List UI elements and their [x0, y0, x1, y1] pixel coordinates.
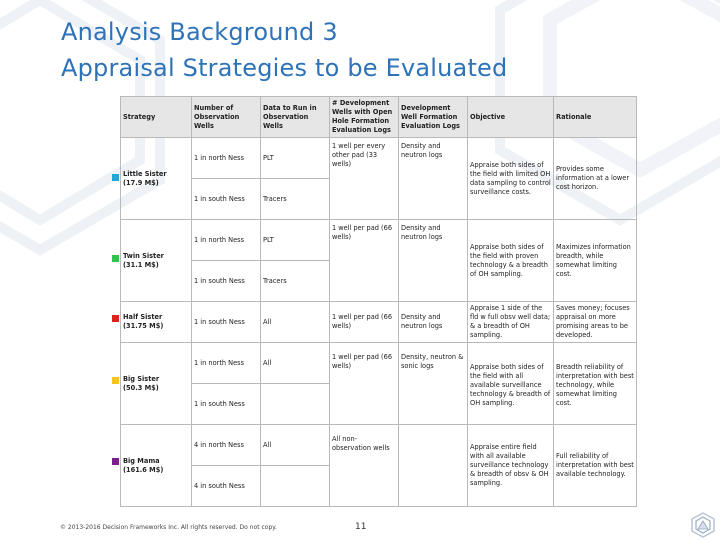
dev-wells-cell: 1 well per pad (66 wells) — [330, 302, 399, 343]
copyright-footer: © 2013-2016 Decision Frameworks Inc. All rights reserved. Do not copy. — [60, 524, 277, 531]
strategy-name: Big Mama — [123, 456, 160, 465]
objective-cell: Appraise entire field with all available surveillance technology & breadth of obsv & OH sampling. — [468, 425, 554, 507]
obs-wells-cell: 4 in south Ness — [192, 466, 261, 507]
table-row — [121, 302, 637, 343]
strategy-cost: (31.1 M$) — [123, 260, 159, 269]
strategy-table — [120, 96, 637, 507]
strategy-cell — [121, 138, 192, 220]
dev-wells-cell: 1 well per pad (66 wells) — [330, 220, 399, 302]
strategy-cost: (161.6 M$) — [123, 465, 164, 474]
obs-wells-cell: 4 in north Ness — [192, 425, 261, 466]
objective-cell: Appraise both sides of the field with all available surveillance technology & breadth of OH sampling. — [468, 343, 554, 425]
swatch-big-mama — [112, 458, 119, 465]
header-dev-logs: Development Well Formation Evaluation Logs — [399, 97, 468, 138]
data-run-cell: All — [261, 425, 330, 466]
strategy-cost: (17.9 M$) — [123, 178, 159, 187]
swatch-half-sister — [112, 315, 119, 322]
company-logo-icon — [690, 512, 716, 538]
title-line-1: Analysis Background 3 — [61, 18, 338, 46]
data-run-cell: All — [261, 343, 330, 384]
swatch-little-sister — [112, 174, 119, 181]
strategy-cost: (50.3 M$) — [123, 383, 159, 392]
dev-wells-cell: All non-observation wells — [330, 425, 399, 507]
strategy-name: Twin Sister — [123, 251, 164, 260]
header-strategy: Strategy — [121, 97, 192, 138]
slide-title — [61, 14, 507, 86]
strategy-cost: (31.75 M$) — [123, 322, 164, 330]
obs-wells-cell: 1 in north Ness — [192, 343, 261, 384]
strategy-cell — [121, 220, 192, 302]
dev-wells-cell: 1 well per pad (66 wells) — [330, 343, 399, 425]
dev-logs-cell: Density and neutron logs — [399, 138, 468, 220]
header-rationale: Rationale — [554, 97, 637, 138]
data-run-cell — [261, 466, 330, 507]
strategy-name: Little Sister — [123, 169, 167, 178]
rationale-cell: Breadth reliability of interpretation with best technology, while somewhat limiting cost. — [554, 343, 637, 425]
title-line-2: Appraisal Strategies to be Evaluated — [61, 54, 508, 82]
data-run-cell: PLT — [261, 220, 330, 261]
obs-wells-cell: 1 in north Ness — [192, 138, 261, 179]
objective-cell: Appraise 1 side of the fld w full obsv well data; & a breadth of OH sampling. — [468, 302, 554, 343]
strategy-cell — [121, 425, 192, 507]
dev-logs-cell: Density and neutron logs — [399, 220, 468, 302]
rationale-cell: Maximizes information breadth, while somewhat limiting cost. — [554, 220, 637, 302]
page-number: 11 — [355, 522, 367, 532]
header-dev-wells: # Development Wells with Open Hole Formation Evaluation Logs — [330, 97, 399, 138]
obs-wells-cell: 1 in north Ness — [192, 220, 261, 261]
data-run-cell: Tracers — [261, 261, 330, 302]
table-row — [121, 425, 637, 466]
data-run-cell: All — [261, 302, 330, 343]
dev-logs-cell — [399, 425, 468, 507]
obs-wells-cell: 1 in south Ness — [192, 261, 261, 302]
table-header-row — [121, 97, 637, 138]
table-row — [121, 220, 637, 261]
header-objective: Objective — [468, 97, 554, 138]
dev-logs-cell: Density, neutron & sonic logs — [399, 343, 468, 425]
swatch-big-sister — [112, 377, 119, 384]
dev-wells-cell: 1 well per every other pad (33 wells) — [330, 138, 399, 220]
rationale-cell: Provides some information at a lower cost horizon. — [554, 138, 637, 220]
strategy-name: Big Sister — [123, 374, 160, 383]
rationale-cell: Full reliability of interpretation with best available technology. — [554, 425, 637, 507]
data-run-cell — [261, 384, 330, 425]
strategy-cell — [121, 343, 192, 425]
table-row — [121, 138, 637, 179]
dev-logs-cell: Density and neutron logs — [399, 302, 468, 343]
rationale-cell: Saves money; focuses appraisal on more promising areas to be developed. — [554, 302, 637, 343]
swatch-twin-sister — [112, 255, 119, 262]
table-row — [121, 343, 637, 384]
strategy-cell — [121, 302, 192, 343]
data-run-cell: Tracers — [261, 179, 330, 220]
obs-wells-cell: 1 in south Ness — [192, 179, 261, 220]
objective-cell: Appraise both sides of the field with proven technology & a breadth of OH sampling. — [468, 220, 554, 302]
data-run-cell: PLT — [261, 138, 330, 179]
strategy-name: Half Sister — [123, 313, 163, 321]
header-data-to-run: Data to Run in Observation Wells — [261, 97, 330, 138]
obs-wells-cell: 1 in south Ness — [192, 302, 261, 343]
obs-wells-cell: 1 in south Ness — [192, 384, 261, 425]
header-num-obs-wells: Number of Observation Wells — [192, 97, 261, 138]
objective-cell: Appraise both sides of the field with limited OH data sampling to control surveillance costs. — [468, 138, 554, 220]
